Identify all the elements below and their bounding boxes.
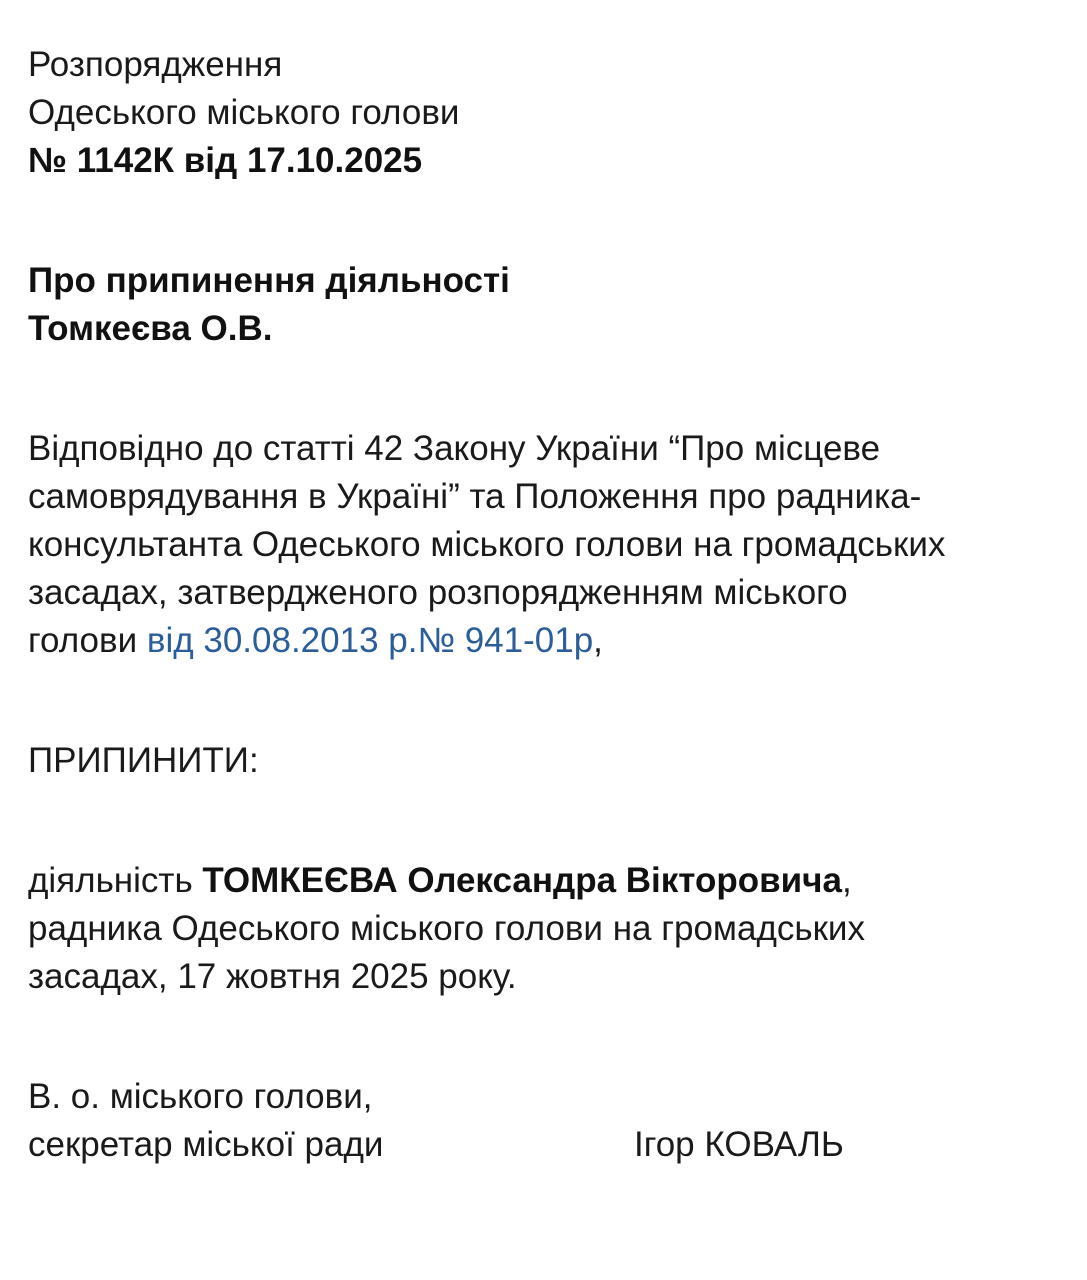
preamble-line-5-suffix: , bbox=[593, 621, 603, 660]
header-title: Розпорядження bbox=[28, 45, 283, 84]
body-line-1-prefix: діяльність bbox=[28, 861, 203, 900]
body-line-1 bbox=[28, 857, 852, 905]
preamble-line-5-prefix: голови bbox=[28, 621, 147, 660]
body-line-1-suffix: , bbox=[841, 861, 852, 900]
preamble-line-1: Відповідно до статті 42 Закону України “Про місцеве bbox=[28, 429, 881, 468]
header-issuer: Одеського міського голови bbox=[28, 93, 460, 132]
signature-position-1: В. о. міського голови, bbox=[28, 1077, 373, 1116]
preamble-line-4: засадах, затвердженого розпорядженням міського bbox=[28, 573, 848, 612]
subject-line-2: Томкеєва О.В. bbox=[28, 309, 273, 348]
preamble-line-3: консультанта Одеського міського голови на громадських bbox=[28, 525, 946, 564]
decision-keyword: ПРИПИНИТИ: bbox=[28, 741, 259, 780]
person-name: ТОМКЕЄВА Олександра Вікторовича bbox=[202, 861, 842, 900]
body-line-3: засадах, 17 жовтня 2025 року. bbox=[28, 957, 517, 996]
preamble-line-2: самоврядування в Україні” та Положення про радника- bbox=[28, 477, 922, 516]
preamble-line-5 bbox=[28, 617, 603, 665]
signature-position-2: секретар міської ради bbox=[28, 1125, 384, 1164]
order-number: № 1142К від 17.10.2025 bbox=[28, 141, 423, 180]
signatory-name: Ігор КОВАЛЬ bbox=[634, 1125, 844, 1164]
subject-line-1: Про припинення діяльності bbox=[28, 261, 510, 300]
reference-link[interactable]: від 30.08.2013 р.№ 941-01р bbox=[146, 621, 594, 660]
body-line-2: радника Одеського міського голови на громадських bbox=[28, 909, 865, 948]
